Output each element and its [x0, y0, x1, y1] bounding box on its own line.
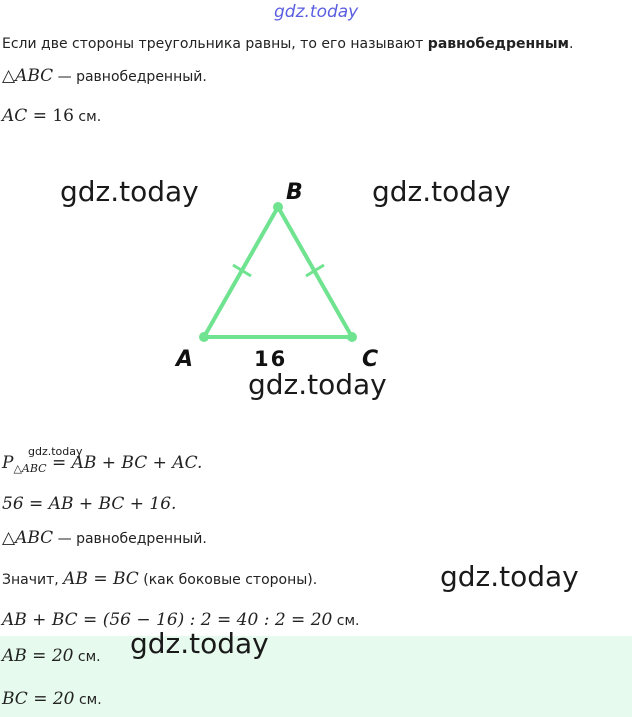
answer-bc-math: BC = 20: [2, 689, 75, 709]
watermark-bottom: gdz.today: [248, 368, 387, 401]
ac-unit: см.: [73, 109, 102, 125]
vertex-c-dot: [347, 332, 357, 342]
vertex-a-label: A: [176, 347, 194, 372]
ac-math: AC =: [2, 106, 53, 126]
vertex-c-label: C: [362, 347, 379, 372]
perimeter-symbol: P: [2, 453, 14, 473]
vertex-b-dot: [273, 202, 283, 212]
definition-bold: равнобедренным: [427, 36, 569, 52]
perimeter-substitution: 56 = AB + BC + 16.: [2, 494, 177, 514]
definition-end: .: [568, 36, 574, 52]
answer-ab: [2, 646, 101, 666]
isosceles-text-2: — равнобедренный.: [53, 531, 207, 547]
computation-unit: см.: [332, 613, 360, 629]
therefore-text: Значит,: [2, 572, 64, 588]
triangle-isosceles-line-2: [2, 528, 207, 548]
watermark-small: gdz.today: [28, 445, 83, 458]
ab-equals-bc-line: [2, 569, 317, 589]
lateral-sides-text: (как боковые стороны).: [138, 572, 318, 588]
triangle-abc-math: △ABC: [2, 66, 54, 86]
perimeter-subscript: △ABC: [13, 462, 47, 475]
isosceles-text: — равнобедренный.: [53, 69, 207, 85]
answer-ab-math: AB = 20: [2, 646, 74, 666]
ac-value: 16: [52, 106, 74, 126]
vertex-b-label: B: [286, 180, 303, 205]
perimeter-formula: [2, 453, 202, 475]
perimeter-rhs: = AB + BC + AC.: [46, 453, 203, 473]
triangle-shape: [199, 202, 357, 342]
base-length-label: 16: [254, 347, 288, 371]
answer-ab-unit: см.: [73, 649, 101, 665]
answer-bc-unit: см.: [74, 692, 102, 708]
definition-main: Если две стороны треугольника равны, то его называют: [2, 36, 428, 52]
watermark-left: gdz.today: [60, 175, 199, 208]
watermark-answer: gdz.today: [130, 627, 269, 660]
watermark-mid-right: gdz.today: [440, 560, 579, 593]
vertex-a-dot: [199, 332, 209, 342]
computation-math: AB + BC = (56 − 16) : 2 = 40 : 2 = 20: [2, 610, 333, 630]
triangle-abc-math-2: △ABC: [2, 528, 54, 548]
watermark-top: gdz.today: [274, 2, 359, 22]
ab-bc-math: AB = BC: [63, 569, 139, 589]
watermark-right: gdz.today: [372, 175, 511, 208]
answer-bc: [2, 689, 102, 709]
